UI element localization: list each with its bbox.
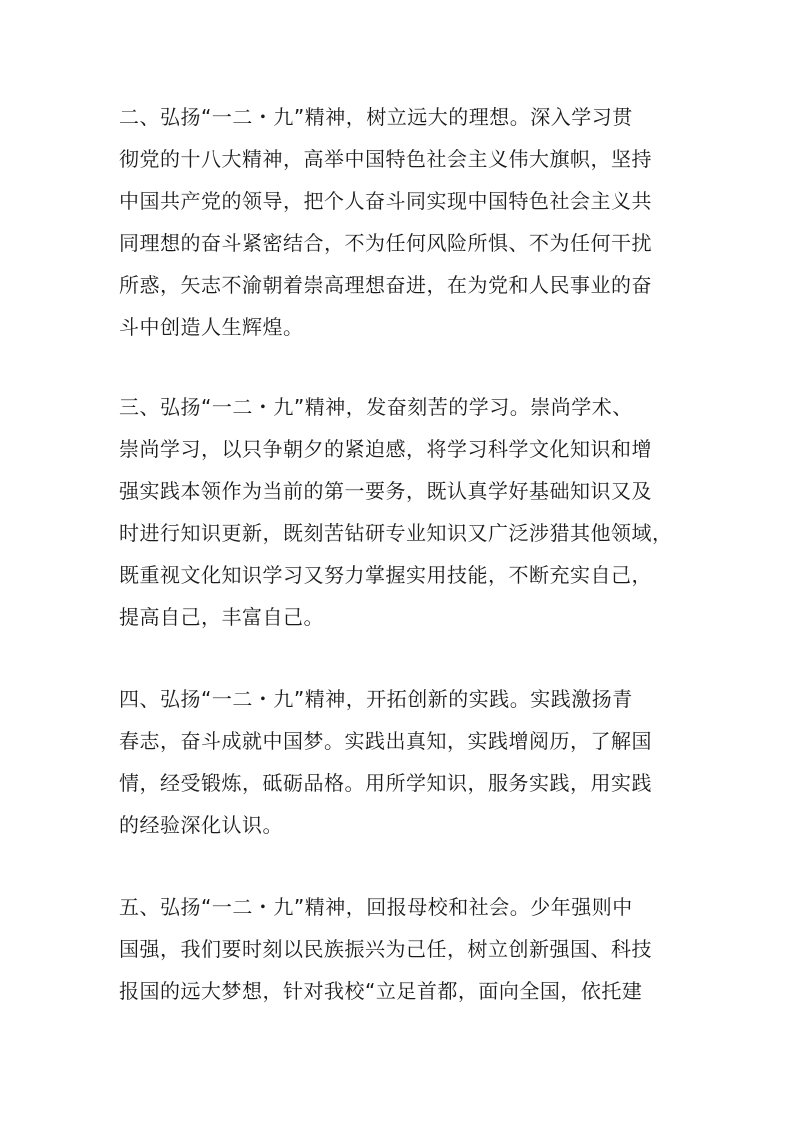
paragraph-line: 报国的远大梦想，针对我校“立足首都，面向全国，依托建 xyxy=(119,979,643,1003)
paragraph-line: 三、弘扬“一二・九”精神，发奋刻苦的学习。崇尚学术、 xyxy=(119,395,633,419)
paragraph-line: 同理想的奋斗紧密结合，不为任何风险所惧、不为任何干扰 xyxy=(119,231,652,255)
paragraph-line: 五、弘扬“一二・九”精神，回报母校和社会。少年强则中 xyxy=(119,895,633,919)
paragraph-line: 提高自己，丰富自己。 xyxy=(119,605,324,629)
paragraph-line: 春志，奋斗成就中国梦。实践出真知，实践增阅历，了解国 xyxy=(119,729,652,753)
paragraph-line: 时进行知识更新，既刻苦钻研专业知识又广泛涉猎其他领域， xyxy=(119,521,673,545)
paragraph-line: 四、弘扬“一二・九”精神，开拓创新的实践。实践激扬青 xyxy=(119,687,633,711)
paragraph-line: 的经验深化认识。 xyxy=(119,813,283,837)
paragraph-line: 情，经受锻炼，砥砺品格。用所学知识，服务实践，用实践 xyxy=(119,771,652,795)
paragraph-line: 所惑，矢志不渝朝着崇高理想奋进，在为党和人民事业的奋 xyxy=(119,273,652,297)
paragraph-line: 国强，我们要时刻以民族振兴为己任，树立创新强国、科技 xyxy=(119,937,652,961)
paragraph-line: 中国共产党的领导，把个人奋斗同实现中国特色社会主义共 xyxy=(119,189,652,213)
paragraph-line: 强实践本领作为当前的第一要务，既认真学好基础知识又及 xyxy=(119,479,652,503)
paragraph-line: 彻党的十八大精神，高举中国特色社会主义伟大旗帜，坚持 xyxy=(119,147,652,171)
paragraph-line: 二、弘扬“一二・九”精神，树立远大的理想。深入学习贯 xyxy=(119,105,633,129)
paragraph-line: 斗中创造人生辉煌。 xyxy=(119,315,304,339)
paragraph-line: 既重视文化知识学习又努力掌握实用技能，不断充实自己， xyxy=(119,563,652,587)
paragraph-line: 崇尚学习，以只争朝夕的紧迫感，将学习科学文化知识和增 xyxy=(119,437,652,461)
